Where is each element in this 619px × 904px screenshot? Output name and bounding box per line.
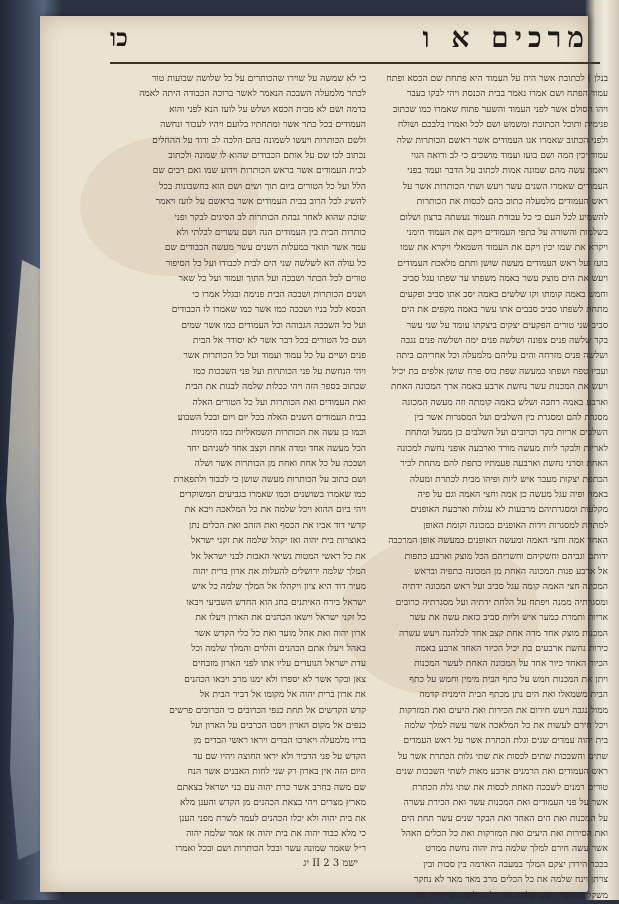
- text-line: ידותם וגביהם וחשקיהם וחשריהם הכל מוצק וארבע כתפות: [404, 551, 608, 562]
- text-line: ויהו הסולם אשר לפני העמוד והשער פתוח שאמרו כמו שכתוב: [392, 104, 608, 115]
- text-line: מארץ מצרים ויהי בצאת הכהנים מן הקדש והענן מלא: [180, 798, 366, 809]
- text-line: ועביו טפח ושפתו כמעשה שפת כוס פרח שושן אלפים בת יכיל: [392, 366, 608, 377]
- text-line: ושבכה על כל אחת ואחת מן הכותרות אשר ושלה: [194, 459, 366, 470]
- text-line: ישראל בירח האיתנים בחג הוא החדש השביעי ויבאו: [186, 597, 366, 608]
- text-line: ועל כל השבכה הגבוהה וכל העמודים כמו אשר שמים: [181, 320, 366, 331]
- text-line: ושם כתוב על הכותרות מעשה שושן כי לכבוד ולתפארת: [173, 474, 366, 485]
- text-line: מעיר דוד היא ציון ויקהלו אל המלך שלמה כל איש: [191, 582, 366, 593]
- text-line: כנפים אל מקום הארון ויסכו הכרבים על הארון ועל: [190, 721, 366, 732]
- text-line: המכונה חצי האמה קומה עגל סביב ועל ראש המכונה ידתיה: [402, 582, 608, 593]
- text-line: ויקרא את שמו יכין ויקם את העמוד השמאלי ויקרא את שמו: [400, 243, 608, 254]
- running-header: [110, 18, 590, 58]
- text-line: עמד אשר תואר במעלות השנים עשר מעשה הכבודים שם: [164, 243, 366, 254]
- text-line: אל ארבע פנות המכונה האחת מן המכונה כתפיה ובראש: [414, 567, 608, 577]
- text-line: כירות נחשת ארבעים בת יכיל הכיור האחד ארבע באמה: [415, 644, 608, 655]
- text-line: עמוד הפתח ושם אמרו נאמר בבית הכנסת ויהי לבקו בעבר: [406, 89, 608, 100]
- text-line: הכל מעשה אחד ומדה אחת וקצב אחד לשניהם יחד: [187, 443, 366, 454]
- text-line: ולפני הכתוב שאמרו אנו העמודים אשר ראשם הכותרות שלה: [396, 135, 608, 146]
- text-line: נכתוב לכו שם על אותם הכבודים שהוא לו שמונה ולכתוב: [168, 151, 366, 162]
- text-line: את כל ראשי המטות נשיאי האבות לבני ישראל אל: [191, 551, 366, 562]
- text-line: שובה שהוא לאחר גבהת הכותרות לב הסיגים לבקר ופני: [174, 212, 366, 223]
- text-line: הכתפת יצקות מעבר איש ליות ופיהו מבית לכתרת ומעלה: [409, 474, 608, 485]
- page-title: מרכים א ו: [422, 21, 590, 54]
- text-line: טורים רמנים לשבכה האחת לכסות את שתי גלת הכתרת: [412, 782, 608, 793]
- text-line: בדמה ושם לא מבית הכסא ושלש על לועז הנא לפני והוא: [169, 104, 366, 115]
- text-line: להשמיע לכל העם כי כל עבודת העמוד נעשתה ברצון ושלום: [399, 212, 608, 223]
- text-line: כותרות הבית בין העמודים הנה ושם עשרים לבלתי ולא: [176, 228, 366, 239]
- signature-mark: ישמ II 2 3 יג: [303, 858, 358, 869]
- text-line: כי לא שמשה על שוירו שהכותרים על כל שלושה שבועות טור: [151, 74, 366, 84]
- text-line: שכתוב בספר הזה ויהי ככלות שלמה לבנות את הבית: [185, 382, 366, 393]
- text-line: האחת וסרני נחשת וארבעה פעמתיו כתפת להם מתחת לכיר: [400, 459, 608, 470]
- text-line: הכסא לכל בניו ושבכה כמו אשר כמו שאמרו לו הכבודים: [171, 305, 366, 316]
- text-line: למתחת למסגרות וידות האופנים במכונה וקומת האופן: [423, 520, 608, 531]
- text-line: שתים והשבכות שתים לכסות את שתי גלות הכתרת אשר על: [397, 751, 608, 762]
- text-line: לבית העמודים אשר בראש הכותרות וידוע שמו ואם רבים שם: [152, 166, 366, 177]
- header-rule: [110, 62, 600, 64]
- text-line: כל זקני ישראל וישאו הכהנים את הארון ויעלו את: [195, 613, 366, 624]
- text-line: ויכל חירם לעשות את כל המלאכה אשר עשה למלך שלמה: [404, 721, 608, 732]
- text-line: היום הזה אין בארון רק שני לחות האבנים אשר הנח: [187, 767, 366, 778]
- text-line: את בית יהוה ולא יכלו הכהנים לעמד לשרת מפני הענן: [179, 813, 366, 824]
- text-line: אריות ותמרת כמער איש וליות סביב כזאת עשה את עשר: [409, 613, 608, 624]
- text-line: ויעש את המכנות עשר נחשת ארבע באמה ארך המכונה האחת: [390, 382, 608, 393]
- text-line: עמוד יכין המה ושם בועז ועמוד מושכים כי לב ורואה הגוי: [411, 151, 608, 162]
- text-line: להשיג לכל הרוב בבית העמודים אשר בראשם על לועז ויאמר: [155, 197, 366, 208]
- text-line: ארון יהוה ואת אהל מועד ואת כל כלי הקדש אשר: [194, 628, 366, 639]
- text-line: לאריות ולבקר ליות מעשה מורד וארבעה אופני נחשת למכונה: [397, 443, 608, 454]
- text-line: המלך שלמה ירושלים להעלות את ארון ברית יהוה: [192, 567, 366, 577]
- text-line: בנלן ) לכתובת אשר היה על העמוד היא פתחת שם הכסא ופתח: [386, 74, 608, 84]
- left-text-column: [139, 72, 366, 862]
- text-line: כמו שאמרו בשושנים וכמו שאמרו בגביעים המשוקדים: [179, 489, 366, 500]
- text-line: העמודים שאמרו השנים עשר ויעש ושתי הכותרות אשר על: [402, 181, 608, 192]
- text-line: צאן ובקר אשר לא יספרו ולא ימנו מרב ויבאו הכהנים: [184, 674, 366, 685]
- text-line: ומסגרתיה ממנה ויפתח על הלחת ידתיה ועל מסגרתיה כרובים: [395, 597, 608, 608]
- text-line: כל עולה הא לשלשה שני הים לבית לכבודו ועל כל הסיפור: [165, 258, 366, 269]
- text-line: ראש העמודים ואת הרמנים ארבע מאות לשתי השבכות שנים: [395, 767, 608, 778]
- text-line: באוצרות בית יהוה ואז יקהל שלמה את זקני ישראל: [191, 536, 366, 547]
- text-line: ויעש את הים מוצק עשר באמה משפתו עד שפתו עגל סביב: [402, 274, 608, 285]
- text-line: בככר הירדן יצקם המלך במעבה האדמה בין סכות ובין: [423, 859, 608, 870]
- text-line: האחד אמה וחצי האמה ומעשה האופנים כמעשה אופן המרכבה: [388, 536, 608, 547]
- text-line: ויאמר עשה מהם שמונה אמות לכתוב על הדבר ועמד בפני: [407, 166, 608, 177]
- text-line: הקדש על פני הדביר ולא יראו החוצה ויהיו שם עד: [192, 751, 366, 762]
- text-line: כי מלא כבוד יהוה את בית יהוה אז אמר שלמה יהוה: [186, 828, 366, 839]
- folio-number: כו: [110, 23, 128, 52]
- text-line: הבית משמאלו ואת הים נתן מכתף הבית הימנית קדמה: [419, 690, 608, 701]
- text-line: לכתר מלמעלה השבכה הנאמר לאשר ברוכה הכבודה היתה לאמה: [139, 89, 366, 100]
- text-line: המכנות מוצק אחד מדה אחת קצב אחד לכלהנה ויעש עשרה: [398, 628, 608, 639]
- text-line: קדש הקדשים אל תחת כנפי הכרובים כי הכרובים פרשים: [169, 705, 366, 716]
- text-line: בבית העמודים השנים האלה בכל יום ויום ובכל השבוע: [177, 412, 366, 423]
- text-line: ויהי ביום ההוא ויכל שלמה את כל המלאכה ויבא את: [184, 505, 366, 516]
- text-line: אשר על פני העמודים ואת המכנות עשר ואת הכירת עשרה: [403, 798, 608, 809]
- book-page: [40, 16, 608, 901]
- text-line: מסגרת להם ומסגרת בין השלבים ועל המסגרות אשר בין: [414, 412, 608, 423]
- text-line: שם משה בחרב אשר כרת יהוה עם בני ישראל בצאתם: [176, 782, 366, 793]
- text-line: באמה ופיה עגל מעשה כן אמה וחצי האמה וגם על פיה: [417, 489, 608, 500]
- text-line: משקל הנחשת ויעש שלמה את כל הכלים אשר בית יהוה: [412, 890, 608, 901]
- text-line: וארבע באמה רחבה ושלש באמה קומתה וזה מעשה המכונה: [402, 397, 608, 408]
- text-line: ושם כל הטורים בכל דבר אשר לא יסודר אל הבית: [192, 335, 366, 346]
- text-line: ואת העמודים ואת הכותרות ועל כל הטורים האלה: [192, 397, 366, 408]
- text-line: קדשי דוד אביו את הכסף ואת הזהב ואת הכלים נתן: [188, 520, 366, 531]
- text-line: ממול נגבה ויעש חירום את הכירות ואת היעים ואת המזרקות: [399, 705, 608, 716]
- text-line: טורים לכל הכתר ושבכה ועל התוך ועמוד ועל כל שאר: [178, 274, 366, 285]
- text-line: צרתן וינח שלמה את כל הכלים מרב מאד מאד לא נחקר: [413, 875, 608, 886]
- text-line: ולשם הכותרות ויעשו לשמונה בהם הלכה לב ודוד על ההחלים: [152, 135, 366, 146]
- text-line: מקלעות ומסגרתיהם מרבעות לא עגלות וארבעת האופנים: [410, 505, 608, 516]
- text-line: את ארון ברית יהוה אל מקומו אל דביר הבית אל: [199, 690, 366, 701]
- text-line: פנים ושיים על כל עמוד ועמוד ועל כל הכותרות אשר: [183, 351, 366, 362]
- text-line: אשר עשה חירם למלך שלמה בית יהוה נחשת ממרט: [425, 844, 608, 855]
- text-line: ראש העמודים מלמעלה כתוב בהם לכסות את הכותרות: [416, 197, 608, 208]
- text-line: ויהי הנחשת על פני הכותרות ועל פני השבכות כמו: [193, 366, 366, 377]
- text-line: בשלמות והשורה על כתפי העמודים ויקם את העמוד הימני: [406, 228, 608, 239]
- text-line: פנימית ותוכל הכתובת ומשמש ושם לכל ואמרו בלבכם ושולח: [397, 120, 608, 131]
- text-line: ואת הסירות ואת היעים ואת המזרקות ואת כל הכלים האהל: [401, 828, 608, 839]
- text-line: השלבים אריות בקר וכרובים ועל השלבים כן ממעל ומתחת: [405, 428, 608, 439]
- text-line: בדיו מלמעלה ויארכו הבדים ויראו ראשי הבדים מן: [193, 736, 366, 747]
- text-line: וכמו כן עשה את הכותרות השמאליות כמו הימניות: [191, 428, 366, 439]
- text-line: בועז ועל ראש העמודים מעשה שושן ותתם מלאכת העמודים: [397, 258, 608, 269]
- text-line: מתחת לשפתו סביב סבבים אתו עשר באמה מקפים את הים: [401, 305, 608, 316]
- text-line: העמודים בכל כתר אשר ומתחתיו בלועם ויהיו לעכור ונחשה: [160, 120, 366, 131]
- text-line: ושנים הכותרות ושבכה הבית פנימה ובגלל אמרו כי: [192, 289, 366, 300]
- text-line: הכיור האחד כיור אחד על המכונה האחת לעשר המכנות: [413, 659, 608, 670]
- text-line: בקר שלשה פנים צפונה ושלשה פנים ימה ושלשה פנים נגבה: [400, 335, 608, 346]
- right-text-column: [376, 72, 608, 901]
- text-line: עדת ישראל הנועדים עליו אתו לפני הארון מזבחים: [192, 659, 366, 670]
- text-line: וחמש באמה קומתו וקו שלשים באמה יסב אתו סביב ופקעים: [399, 289, 608, 300]
- text-line: באהל ויעלו אתם הכהנים והלוים והמלך שלמה וכל: [191, 644, 366, 655]
- text-line: על המכנות ואת הים האחד ואת הבקר שנים עשר תחת הים: [401, 813, 608, 824]
- text-line: סביב שני טורים הפקעים יצקים ביצקתו עומד על שני עשר: [406, 320, 608, 331]
- text-line: הלל ועל כל הטורים ביום תוך ושים ושם הוא בחשבונות בכל: [159, 181, 366, 192]
- text-line: ר״ל שאמר שמונה עשר ובכל הכותרות ושם ובכל ואמרו: [175, 844, 366, 855]
- text-line: בית יהוה עמדים שנים וגלת הכתרת אשר על ראש העמדים: [403, 736, 608, 747]
- text-line: ושלשה פנים מזרחה והים עליהם מלמעלה וכל אחריהם ביתה: [396, 351, 608, 362]
- text-line: ויתן את המכנות חמש על כתף הבית מימין וחמש על כתף: [409, 674, 608, 685]
